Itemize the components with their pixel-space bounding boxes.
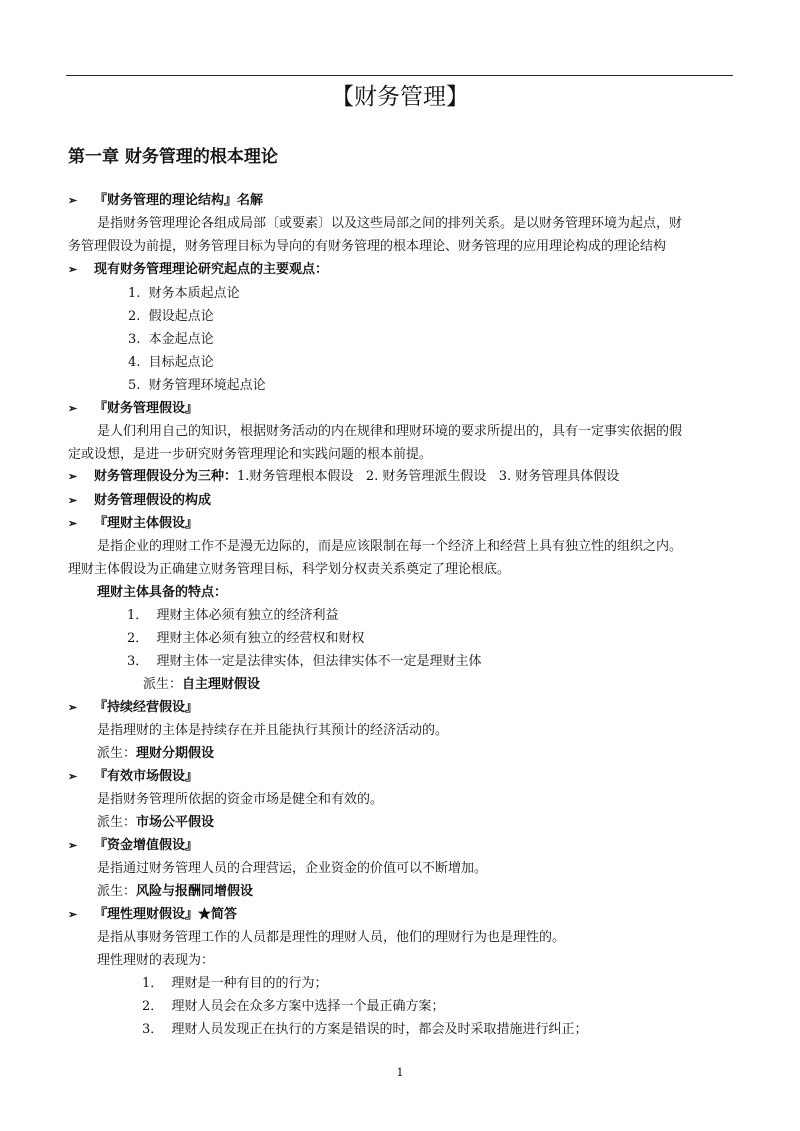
paragraph-line: 是指企业的理财工作不是漫无边际的，而是应该限制在每一个经济上和经营上具有独立性的组织之内。 <box>97 539 683 554</box>
arrow-bullet-icon: ➢ <box>68 701 78 714</box>
derived-line: 派生：风险与报酬同增假设 <box>97 884 254 899</box>
list-item: 2． 理财人员会在众多方案中选择一个最正确方案； <box>142 999 445 1014</box>
list-item: 4. 目标起点论 <box>128 355 214 370</box>
section-heading: ➢ 『有效市场假设』 <box>68 769 199 784</box>
section-heading: ➢ 『理性理财假设』★简答 <box>68 907 238 922</box>
list-item: 1. 财务本质起点论 <box>128 286 240 301</box>
section-heading: ➢ 『财务管理的理论结构』名解 <box>68 193 264 208</box>
section-heading: ➢ 『理财主体假设』 <box>68 516 199 531</box>
paragraph-line: 定或设想，是进一步研究财务管理理论和实践问题的根本前提。 <box>68 447 433 462</box>
arrow-bullet-icon: ➢ <box>68 494 78 507</box>
arrow-bullet-icon: ➢ <box>68 194 78 207</box>
derived-line: 派生：自主理财假设 <box>143 677 261 692</box>
derived-line: 派生：理财分期假设 <box>97 746 215 761</box>
subheading: 理财主体具备的特点： <box>97 585 228 600</box>
paragraph-line: 是指通过财务管理人员的合理营运，企业资金的价值可以不断增加。 <box>97 861 488 876</box>
arrow-bullet-icon: ➢ <box>68 470 78 483</box>
paragraph-line: 务管理假设为前提，财务管理目标为导向的有财务管理的根本理论、财务管理的应用理论构成的理论结构 <box>68 239 667 254</box>
paragraph-line: 是指财务管理所依据的资金市场是健全和有效的。 <box>97 792 384 807</box>
list-item: 3． 理财主体一定是法律实体，但法律实体不一定是理财主体 <box>127 654 482 669</box>
paragraph-line: 是指财务管理理论各组成局部〔或要素〕以及这些局部之间的排列关系。是以财务管理环境为起点，财 <box>97 216 683 231</box>
arrow-bullet-icon: ➢ <box>68 263 78 276</box>
derived-line: 派生：市场公平假设 <box>97 815 215 830</box>
paragraph-line: 是人们利用自己的知识，根据财务活动的内在规律和理财环境的要求所提出的，具有一定事实依据的假 <box>97 424 683 439</box>
page-number: 1 <box>396 1066 404 1079</box>
section-heading: ➢ 现有财务管理理论研究起点的主要观点： <box>68 262 329 277</box>
section-heading: ➢ 财务管理假设的构成 <box>68 493 212 508</box>
arrow-bullet-icon: ➢ <box>68 517 78 530</box>
list-item: 2． 理财主体必须有独立的经营权和财权 <box>127 631 365 646</box>
paragraph-line: 理财主体假设为正确建立财务管理目标，科学划分权责关系奠定了理论根底。 <box>68 562 511 577</box>
arrow-bullet-icon: ➢ <box>68 839 78 852</box>
subheading: 理性理财的表现为： <box>97 953 215 968</box>
list-item: 3． 理财人员发现正在执行的方案是错误的时，都会及时采取措施进行纠正； <box>142 1022 588 1037</box>
paragraph-line: 是指从事财务管理工作的人员都是理性的理财人员，他们的理财行为也是理性的。 <box>97 930 566 945</box>
section-heading: ➢ 『财务管理假设』 <box>68 401 199 416</box>
section-heading: ➢ 『资金增值假设』 <box>68 838 199 853</box>
chapter-title: 第一章 财务管理的根本理论 <box>68 147 278 167</box>
list-item: 5. 财务管理环境起点论 <box>128 378 266 393</box>
document-title: 【财务管理】 <box>331 84 469 110</box>
arrow-bullet-icon: ➢ <box>68 402 78 415</box>
list-item: 2. 假设起点论 <box>128 309 214 324</box>
list-item: 3. 本金起点论 <box>128 332 214 347</box>
list-item: 1． 理财主体必须有独立的经济利益 <box>127 608 339 623</box>
list-item: 1． 理财是一种有目的的行为； <box>142 976 328 991</box>
arrow-bullet-icon: ➢ <box>68 908 78 921</box>
top-rule <box>66 75 733 76</box>
section-heading: ➢ 『持续经营假设』 <box>68 700 199 715</box>
paragraph-line: 是指理财的主体是持续存在并且能执行其预计的经济活动的。 <box>97 723 449 738</box>
arrow-bullet-icon: ➢ <box>68 770 78 783</box>
section-heading: ➢ 财务管理假设分为三种：1.财务管理根本假设 2. 财务管理派生假设 3. 财务管理具体假设 <box>68 469 620 484</box>
